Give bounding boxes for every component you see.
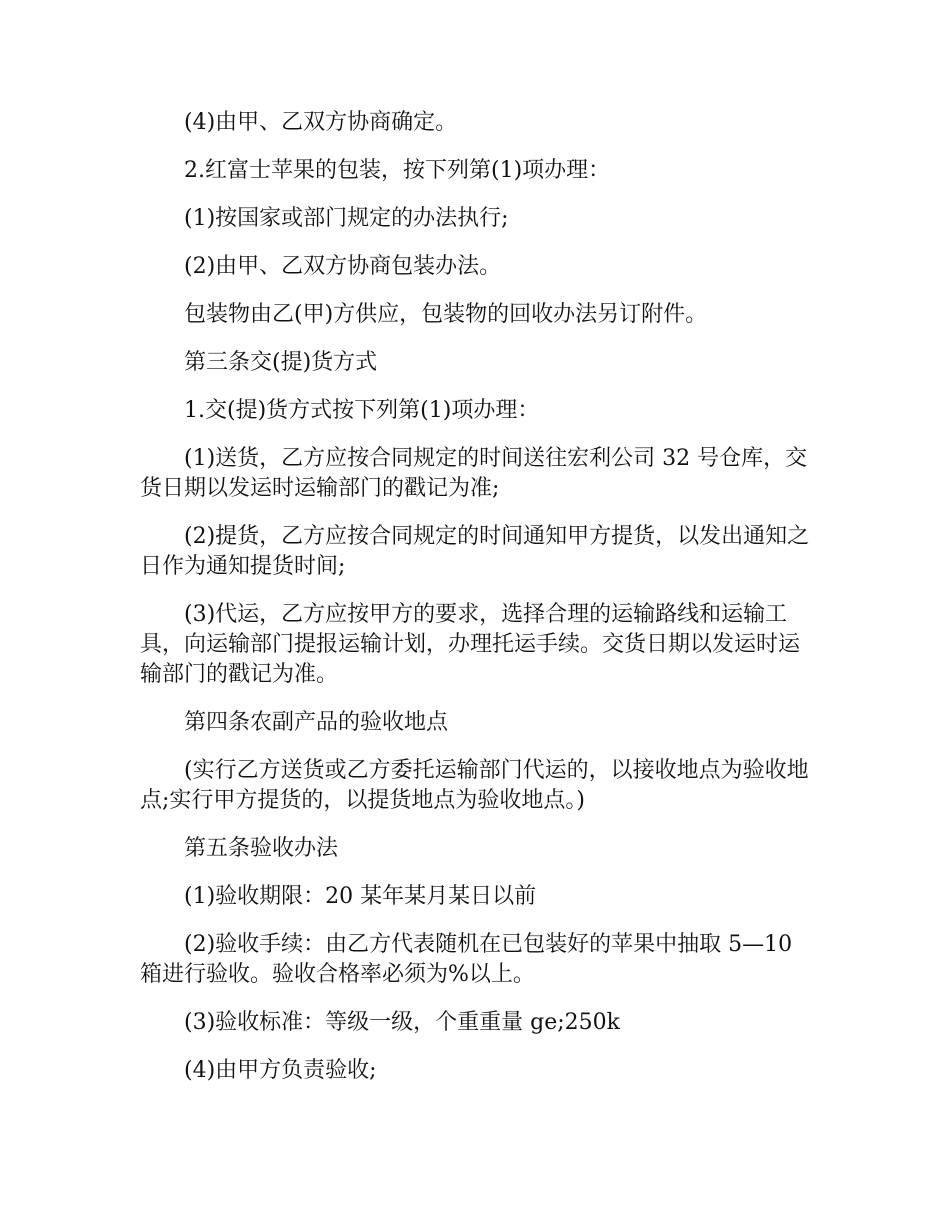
paragraph-negotiated-packaging: (2)由甲、乙双方协商包装办法。 [184, 254, 502, 279]
paragraph-delivery: (1)送货，乙方应按合同规定的时间送往宏利公司 32 号仓库，交货日期以发运时运输部门的戳记为准; [140, 446, 808, 501]
section-heading-article-3: 第三条交(提)货方式 [184, 350, 378, 375]
paragraph-packaging-supply: 包装物由乙(甲)方供应，包装物的回收办法另订附件。 [184, 302, 708, 327]
section-heading-article-4: 第四条农副产品的验收地点 [184, 710, 449, 735]
paragraph-packaging-method: 2.红富士苹果的包装，按下列第(1)项办理： [184, 158, 611, 183]
paragraph-inspection-deadline: (1)验收期限：20 某年某月某日以前 [184, 884, 537, 909]
paragraph-pickup: (2)提货，乙方应按合同规定的时间通知甲方提货，以发出通知之日作为通知提货时间; [140, 524, 810, 579]
paragraph-inspection-responsibility: (4)由甲方负责验收; [184, 1058, 377, 1083]
document-body [140, 108, 812, 1104]
paragraph-inspection-standard: (3)验收标准：等级一级，个重重量 ge;250k [184, 1010, 620, 1035]
paragraph-inspection-procedure: (2)验收手续：由乙方代表随机在已包装好的苹果中抽取 5—10 箱进行验收。验收合格率必须为%以上。 [140, 932, 793, 987]
paragraph-negotiation-determine: (4)由甲、乙双方协商确定。 [184, 110, 458, 135]
paragraph-delivery-method: 1.交(提)货方式按下列第(1)项办理： [184, 398, 540, 423]
paragraph-consignment: (3)代运，乙方应按甲方的要求，选择合理的运输路线和运输工具，向运输部门提报运输计划，办理托运手续。交货日期以发运时运输部门的戳记为准。 [140, 602, 801, 687]
section-heading-article-5: 第五条验收办法 [184, 836, 339, 861]
paragraph-national-rules: (1)按国家或部门规定的办法执行; [184, 206, 509, 231]
paragraph-inspection-location: (实行乙方送货或乙方委托运输部门代运的，以接收地点为验收地点;实行甲方提货的，以提货地点为验收地点。) [140, 758, 809, 813]
